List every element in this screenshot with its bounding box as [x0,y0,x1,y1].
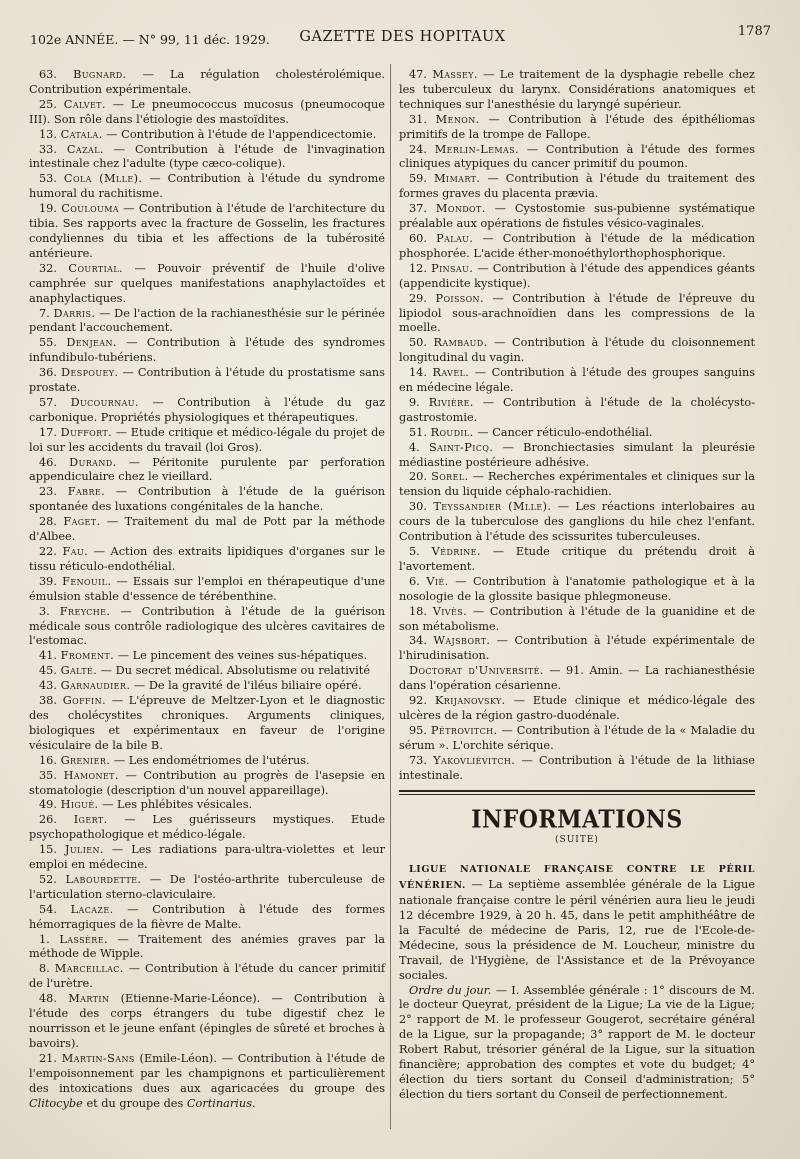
author-name: Faget. [63,515,101,529]
order-paragraph [399,984,755,1103]
thesis-entry [399,545,755,575]
entry-text: — L'épreuve de Meltzer-Lyon et le diagnostic des cholécystites chroniques. Arguments cliniques, biologiques et expérimentaux en faveur de l'origine vésiculaire de la bile B. [29,694,386,752]
entry-number: 13. [39,127,57,141]
entry-number: 32. [39,261,57,275]
author-name: Lassère. [59,932,108,946]
entry-number: 50. [409,336,427,350]
entry-number: 30. [409,500,427,514]
author-name: Vivès. [432,604,468,618]
entry-number: 54. [39,902,57,916]
entry-text: — Contribution à l'anatomie pathologique et à la nosologie de la glossite basique phlegmoneuse. [399,574,756,603]
entry-text: — La régulation cholestérolémique. Contribution expérimentale. [29,68,385,96]
entry-number: 38. [39,694,57,708]
entry-number: 39. [39,574,57,588]
informations-subtitle: (SUITE) [555,835,599,846]
thesis-entry [29,903,385,933]
author-name: Yakovliévitch. [433,753,516,767]
entry-number: 33. [39,142,57,156]
entry-number: 45. [39,664,57,678]
thesis-entry [399,366,755,396]
right-column [399,68,755,1103]
entry-number: 4. [409,440,420,454]
thesis-entry [399,754,755,784]
entry-number: 28. [39,515,57,529]
author-name: Sorel. [431,470,469,484]
author-name: Krijanovsky. [434,694,506,708]
thesis-entry [29,605,385,650]
informations-title: INFORMATIONS [471,805,683,834]
page-header [30,24,775,52]
entry-text: — Contribution à l'étude du traitement des formes graves du placenta prævia. [399,172,755,201]
author-name: Durand. [69,455,117,469]
thesis-entry [29,664,385,679]
entry-text: — Contribution à l'étude du cloisonnement longitudinal du vagin. [399,336,756,365]
entry-text: — Le pneumococcus mucosus (pneumocoque III). Son rôle dans l'étiologie des mastoïdites. [29,97,385,126]
thesis-entry [399,724,755,754]
thesis-entry [399,202,755,232]
order-label: Ordre du jour. [409,983,492,997]
italic-term: Cortinarius. [186,1096,256,1110]
author-name: Catala. [60,127,103,141]
entry-number: 3. [39,604,50,618]
thesis-entry [29,873,385,903]
entry-text: — Contribution à l'étude du cancer primitif de l'urètre. [29,962,385,991]
author-name: Menon. [435,112,480,126]
entry-text: — Traitement du mal de Pott par la méthode d'Albee. [29,515,386,544]
entry-text: — Les réactions interlobaires au cours de la tuberculose des ganglions du hile chez l'enfant. Contribution à l'étude des scissurites tuberculeuses. [399,500,756,544]
entry-text: — Contribution à l'étude de l'invagination intestinale chez l'adulte (type cæco-colique). [29,142,386,171]
thesis-entry [29,933,385,963]
entry-text: — Contribution à l'étude de la guérison spontanée des luxations congénitales de la hanche. [29,485,386,514]
entry-number: 36. [39,366,57,380]
thesis-entry [29,694,385,754]
author-name: Pétrovitch. [430,723,498,737]
entry-number: 95. [409,723,427,737]
entry-text: — De l'action de la rachianesthésie sur le périnée pendant l'accouchement. [29,306,385,335]
entry-text: — Contribution à l'étude de la guérison médicale sous contrôle radiologique des ulcères cavitaires de l'estomac. [29,604,385,648]
journal-title: GAZETTE DES HOPITAUX [299,29,506,45]
author-name: Mondot. [435,202,486,216]
author-name: Calvet. [63,97,106,111]
thesis-entry [399,143,755,173]
author-name: Védrine. [431,545,481,558]
entry-text: — Les guérisseurs mystiques. Etude psychopathologique et médico-légale. [29,813,386,842]
author-name: Teyssandier (Mlle). [433,500,552,514]
thesis-entry [29,515,385,545]
author-name: Froment. [60,649,115,663]
entry-number: 1. [39,932,50,946]
entry-text: — Bronchiectasies simulant la pleurésie médiastine postérieure adhésive. [399,440,755,469]
thesis-entry [29,843,385,873]
issue-info: 102e ANNÉE. — N° 99, 11 déc. 1929. [30,32,270,47]
entry-number: 41. [39,649,57,663]
author-name: Galté. [60,664,98,678]
thesis-entry [29,575,385,605]
entry-text: — Cystostomie sus-pubienne systématique préalable aux opérations de fistules vésico-vaginales. [399,202,756,231]
entry-text: — Contribution à l'étude de la lithiase intestinale. [399,753,755,782]
entry-number: 63. [39,68,57,81]
entry-text: — Contribution à l'étude des formes hémorragiques de la fièvre de Malte. [29,902,385,931]
author-name: Darris. [53,306,96,320]
thesis-entry [29,396,385,426]
author-name: Cola (Mlle). [63,172,143,186]
entry-text: (Emile-Léon). — Contribution à l'étude de l'empoisonnement par les champignons et particulièrement des intoxications dues aux agaricacées du groupe des [29,1051,385,1095]
italic-term: Clitocybe [29,1096,83,1110]
entry-text: — Pouvoir préventif de l'huile d'olive camphrée sur quelques manifestations anaphylactoïdes et anaphylactiques. [29,261,385,305]
thesis-entry [399,68,755,113]
entry-number: 59. [409,172,427,186]
thesis-entry [29,426,385,456]
thesis-entry [399,441,755,471]
author-name: Cazal. [66,142,104,156]
entry-text: — Du secret médical. Absolutisme ou relativité [100,664,371,678]
entry-text: — Contribution à l'étude des épithéliomas primitifs de la trompe de Fallope. [399,112,756,141]
author-name: Lacaze. [70,902,114,916]
author-name: Wajsbort. [433,634,491,648]
entry-number: 5. [409,545,420,558]
author-name: Poisson. [435,291,484,305]
entry-number: 9. [409,395,420,409]
entry-number: 73. [409,753,427,767]
thesis-entry [29,456,385,486]
entry-text: (Etienne-Marie-Léonce). — Contribution à l'étude des corps étrangers du tube digestif chez le nourrisson et le jeune enfant (épingles de sûreté et broches à bavoirs). [29,992,385,1050]
thesis-entry [29,962,385,992]
thesis-entry [399,292,755,337]
thesis-entry [399,336,755,366]
entry-number: 37. [409,202,427,216]
entry-text: — Contribution au progrès de l'asepsie en stomatologie (description d'un nouvel appareillage). [29,768,386,797]
thesis-entry [29,485,385,515]
entry-number: 53. [39,172,57,186]
thesis-entry [399,664,755,694]
entry-text: — Contribution à l'étude des groupes sanguins en médecine légale. [399,366,756,395]
entry-text: — Traitement des anémies graves par la méthode de Wipple. [29,932,386,961]
entry-number: 31. [409,112,427,126]
author-name: Coulouma [61,202,119,216]
author-name: Higué. [60,798,99,812]
entry-text: — Recherches expérimentales et cliniques sur la tension du liquide céphalo-rachidien. [399,470,756,499]
entry-number: 21. [39,1051,57,1065]
author-name: Ducournau. [70,395,139,409]
author-name: Doctorat d'Université. [409,664,544,678]
entry-text: — Contribution à l'étude de l'épreuve du lipiodol sous-arachnoïdien dans les compressions de la moelle. [399,291,755,335]
author-name: Vié. [426,574,449,588]
author-name: Rambaud. [433,336,488,350]
author-name: Freyche. [59,604,111,618]
thesis-entry [29,679,385,694]
entry-text: — Action des extraits lipidiques d'organes sur le tissu réticulo-endothélial. [29,545,386,573]
entry-text: — Contribution à l'étude des appendices géants (appendicite kystique). [399,261,756,290]
thesis-entry [399,575,755,605]
thesis-entry [29,68,385,98]
article-paragraph [399,862,755,983]
author-name: Denjean. [66,336,117,350]
author-name: Mimart. [434,172,481,186]
thesis-entry [29,992,385,1052]
thesis-entry [29,545,385,575]
author-name: Ravel. [432,366,470,380]
entry-number: 35. [39,768,57,782]
article-body: — La septième assemblée générale de la Ligue nationale française contre le péril vénérien aura lieu le jeudi 12 décembre 1929, à 20 h. 45, dans le petit amphithéâtre de la Faculté de médecine de Paris, 12, rue de l'Ecole-de-Médecine, sous la présidence de M. Loucheur, ministre du Travail, de l'Hygiène, de l'Assistance et de la Prévoyance sociales. [399,878,756,982]
entry-text: — Contribution à l'étude du syndrome humoral du rachitisme. [29,172,386,201]
thesis-list-right [399,68,755,784]
entry-number: 12. [409,261,427,275]
thesis-entry [29,172,385,202]
entry-number: 25. [39,97,57,111]
entry-number: 51. [409,425,427,439]
thesis-entry [29,649,385,664]
author-name: Roudil. [430,425,474,439]
author-name: Marceillac. [54,962,124,976]
author-name: Duffort. [60,425,113,439]
thesis-entry [29,262,385,307]
entry-number: 47. [409,68,427,81]
thesis-entry [29,366,385,396]
entry-text: — Etude clinique et médico-légale des ulcères de la région gastro-duodénale. [399,694,756,722]
author-name: Fabre. [67,485,106,499]
thesis-entry [29,143,385,173]
author-name: Martin-Sans [61,1051,135,1065]
entry-number: 55. [39,336,57,350]
author-name: Despouey. [61,366,119,380]
thesis-entry [399,113,755,143]
entry-text: — Le traitement de la dysphagie rebelle chez les tuberculeux du larynx. Considérations anatomiques et techniques sur l'anesthésie du laryngé supérieur. [399,68,755,111]
author-name: Hamonet. [63,768,119,782]
thesis-entry [399,396,755,426]
entry-number: 23. [39,485,57,499]
entry-text: — Etude critique et médico-légale du projet de loi sur les accidents du travail (loi Gros). [29,425,385,454]
thesis-entry [29,754,385,769]
author-name: Fenouil. [62,574,112,588]
page-number: 1787 [737,24,771,39]
thesis-entry [29,813,385,843]
author-name: Igert. [73,813,108,827]
entry-text: — Péritonite purulente par perforation appendiculaire chez le vieillard. [29,455,386,484]
entry-number: 6. [409,574,420,588]
order-body: — I. Assemblée générale : 1° discours de M. le docteur Queyrat, président de la Ligue; La vie de la Ligue; 2° rapport de M. le professeur Gougerot, secrétaire général de la Ligue, sur la propagande; 3° rapport de M. le docteur Robert Rabut, trésorier général de la Ligue, sur la situation financière; approbation des comptes et vote du budget; 4° élection du tiers sortant du Conseil d'administration; 5° élection du tiers sortant du Conseil de perfectionnement. [399,983,756,1101]
author-name: Palau. [436,231,474,245]
author-name: Grenier. [60,753,111,767]
thesis-entry [399,605,755,635]
entry-text: — Contribution à l'étude des formes cliniques atypiques du cancer primitif du poumon. [399,142,755,171]
author-name: Julien. [64,843,104,857]
entry-text: — Contribution à l'étude du prostatisme sans prostate. [29,366,385,395]
entry-text: — Le pincement des veines sus-hépatiques. [117,649,368,663]
entry-number: 49. [39,798,57,812]
entry-number: 34. [409,634,427,648]
entry-number: 24. [409,142,427,156]
entry-number: 17. [39,425,57,439]
entry-text: — Contribution à l'étude de l'appendicectomie. [106,127,377,141]
entry-number: 16. [39,753,57,767]
entry-text: — Contribution à l'étude de l'architecture du tibia. Ses rapports avec la fracture de Gosselin, les fractures condyliennes du tibia et les affections de la tubérosité antérieure. [29,202,386,260]
entry-number: 92. [409,694,427,708]
thesis-entry [29,98,385,128]
entry-text: — Les endométriomes de l'utérus. [113,753,310,767]
author-name: Merlin-Lemas. [434,142,520,156]
thesis-entry [29,202,385,262]
entry-number: 29. [409,291,427,305]
author-name: Labourdette. [65,872,142,886]
thesis-entry [399,232,755,262]
entry-text: — Contribution à l'étude de la « Maladie du sérum ». L'orchite sérique. [399,723,756,752]
thesis-entry [399,172,755,202]
entry-text: — 91. Amin. — La rachianesthésie dans l'opération césarienne. [399,664,755,693]
entry-number: 46. [39,455,57,469]
entry-number: 52. [39,872,57,886]
entry-text: — Contribution à l'étude de la cholécysto-gastrostomie. [399,395,756,424]
entry-text: — Contribution à l'étude expérimentale de l'hirudinisation. [399,634,755,663]
entry-text: — De l'ostéo-arthrite tuberculeuse de l'articulation sterno-claviculaire. [29,872,385,901]
entry-text: — Les phlébites vésicales. [102,798,253,812]
thesis-entry [29,769,385,799]
entry-text: — Contribution à l'étude des syndromes infundibulo-tubériens. [29,336,386,365]
thesis-entry [399,426,755,441]
thesis-entry [29,128,385,143]
entry-text: — Contribution à l'étude du gaz carbonique. Propriétés physiologiques et thérapeutiques. [29,395,386,424]
author-name: Bugnard. [73,68,127,81]
entry-number: 8. [39,962,50,976]
entry-number: 15. [39,843,57,857]
article-heading: LIGUE NATIONALE FRANÇAISE CONTRE LE PÉRIL VÉNÉRIEN. [399,864,755,892]
entry-number: 26. [39,813,57,827]
entry-number: 57. [39,395,57,409]
entry-number: 43. [39,679,57,693]
entry-number: 22. [39,545,57,558]
author-name: Martin [68,992,110,1006]
entry-number: 20. [409,470,427,484]
author-name: Pinsau. [431,261,474,275]
thesis-entry [399,500,755,545]
entry-number: 60. [409,231,427,245]
thesis-entry [399,694,755,724]
thesis-entry [399,470,755,500]
thesis-entry [399,262,755,292]
author-name: Rivière. [428,395,474,409]
entry-text: — Contribution à l'étude de la guanidine et de son métabolisme. [399,604,756,633]
entry-number: 14. [409,366,427,380]
author-name: Courtial. [68,261,124,275]
thesis-entry [29,336,385,366]
author-name: Saint-Picq. [429,440,494,454]
entry-text: — Essais sur l'emploi en thérapeutique d'une émulsion stable d'essence de térébenthine. [29,574,386,603]
entry-number: 7. [39,306,50,320]
entry-number: 19. [39,202,57,216]
left-column [29,68,385,1111]
thesis-entry [29,798,385,813]
author-name: Garnaudier. [60,679,131,693]
entry-text: — Contribution à l'étude de la médication phosphorée. L'acide éther-monoéthylorthophosphorique. [399,231,755,260]
author-name: Goffin. [62,694,106,708]
entry-text: — Etude critique du prétendu droit à l'avortement. [399,545,755,573]
entry-text: — Cancer réticulo-endothélial. [477,425,653,439]
author-name: Fau. [62,545,89,558]
author-name: Massey. [432,68,478,81]
entry-text: — De la gravité de l'iléus biliaire opéré. [133,679,362,693]
thesis-entry [399,634,755,664]
thesis-entry [29,307,385,337]
entry-text: — Les radiations para-ultra-violettes et leur emploi en médecine. [29,843,385,872]
entry-number: 48. [39,992,57,1006]
thesis-entry [29,1052,385,1112]
section-rule [399,790,755,795]
entry-number: 18. [409,604,427,618]
entry-text: et du groupe des [86,1096,184,1110]
column-divider [390,64,391,1129]
